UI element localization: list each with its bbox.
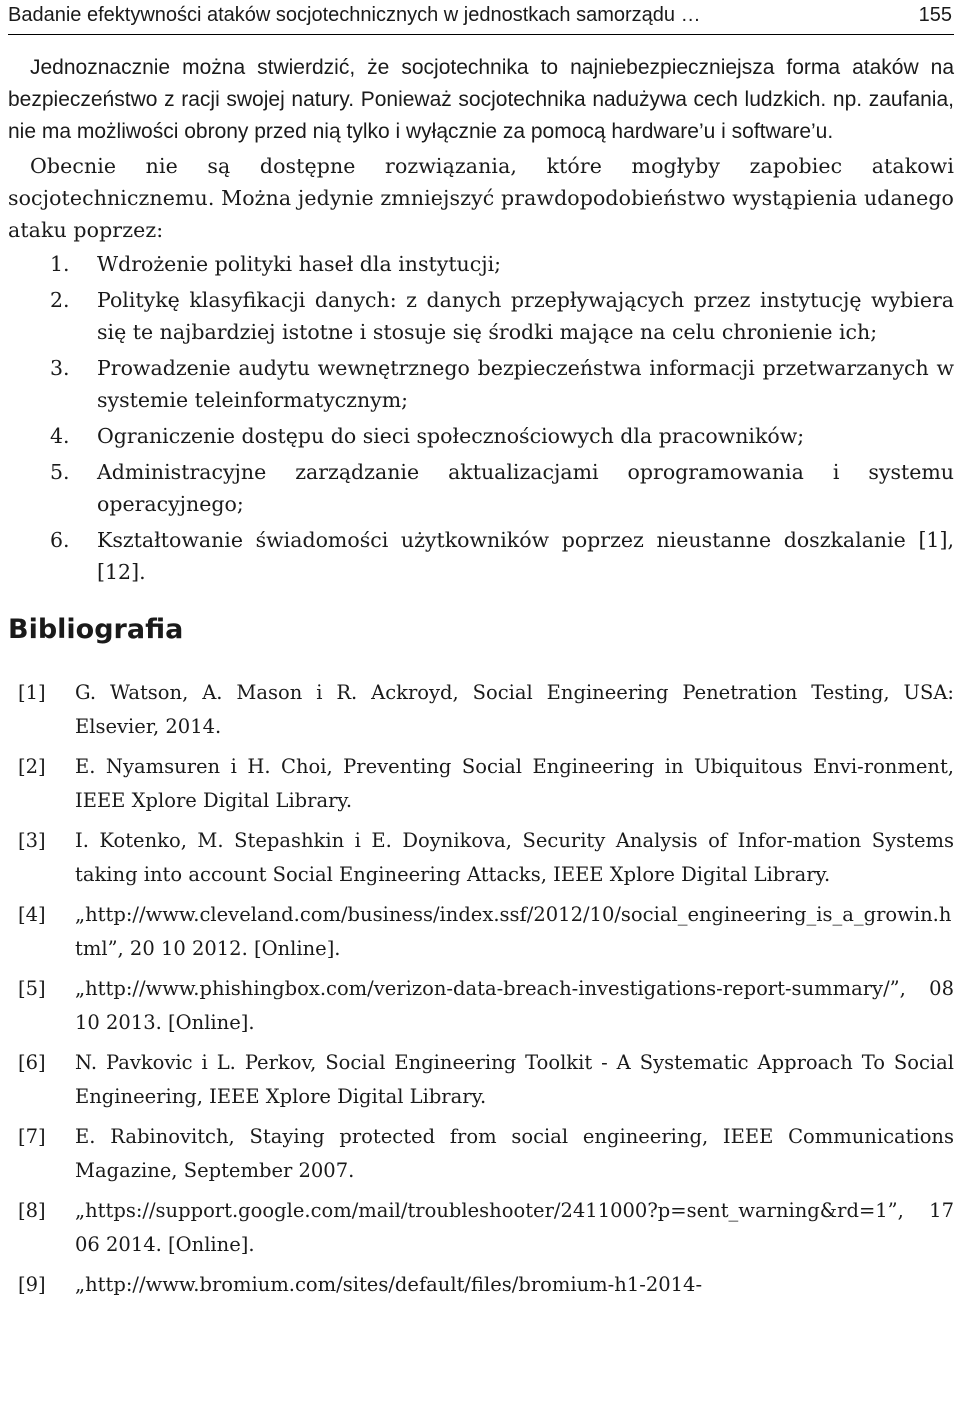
- bibliography-entry-number: [7]: [18, 1125, 46, 1148]
- bibliography-entry: [8, 1268, 954, 1302]
- bibliography-list: [8, 676, 954, 1302]
- bibliography-entry-number: [9]: [18, 1273, 46, 1296]
- paragraph-conclusion: Jednoznacznie można stwierdzić, że socjotechnika to najniebezpieczniejsza forma ataków na bezpieczeństwo z racji swojej natury. Ponieważ socjotechnika nadużywa cech ludzkich. np. zaufania, nie ma możliwości obrony przed nią tylko i wyłącznie za pomocą hardware’u i software’u.: [8, 56, 954, 143]
- bibliography-entry-text: G. Watson, A. Mason i R. Ackroyd, Social Engineering Penetration Testing, USA: Elsevier, 2014.: [75, 681, 954, 738]
- bibliography-entry: [8, 1046, 954, 1113]
- bibliography-entry-number: [1]: [18, 681, 46, 704]
- list-item: [8, 420, 954, 452]
- list-item-text: Wdrożenie polityki haseł dla instytucji;: [97, 252, 502, 276]
- bibliography-entry: [8, 898, 954, 965]
- bibliography-entry-number: [6]: [18, 1051, 46, 1074]
- list-item-text: Politykę klasyfikacji danych: z danych przepływających przez instytucję wybiera się te najbardziej istotne i stosuje się środki mające na celu chronienie ich;: [97, 288, 954, 344]
- list-item-number: 5.: [50, 460, 70, 484]
- list-item-number: 6.: [50, 528, 70, 552]
- bibliography-entry: [8, 676, 954, 743]
- bibliography-entry-number: [8]: [18, 1199, 46, 1222]
- page-number: 155: [918, 4, 952, 26]
- bibliography-entry-text: N. Pavkovic i L. Perkov, Social Engineering Toolkit - A Systematic Approach To Social Engineering, IEEE Xplore Digital Library.: [75, 1051, 954, 1108]
- running-title: Badanie efektywności ataków socjotechnicznych w jednostkach samorządu …: [8, 4, 701, 26]
- list-item: [8, 456, 954, 520]
- bibliography-entry-text: „https://support.google.com/mail/troubleshooter/2411000?p=sent_warning&rd=1”, 17 06 2014. [Online].: [75, 1199, 954, 1256]
- bibliography-entry-text: E. Rabinovitch, Staying protected from social engineering, IEEE Communications Magazine, September 2007.: [75, 1125, 954, 1182]
- bibliography-entry-text: „http://www.phishingbox.com/verizon-data-breach-investigations-report-summary/”, 08 10 2013. [Online].: [75, 977, 954, 1034]
- page-content: [8, 52, 954, 1309]
- bibliography-entry-text: E. Nyamsuren i H. Choi, Preventing Social Engineering in Ubiquitous Envi-ronment, IEEE Xplore Digital Library.: [75, 755, 954, 812]
- list-item: [8, 248, 954, 280]
- list-item-text: Administracyjne zarządzanie aktualizacjami oprogramowania i systemu operacyjnego;: [97, 460, 954, 516]
- bibliography-entry: [8, 1120, 954, 1187]
- bibliography-heading: Bibliografia: [8, 614, 184, 645]
- list-item-text: Ograniczenie dostępu do sieci społecznościowych dla pracowników;: [97, 424, 805, 448]
- bibliography-entry-text: „http://www.bromium.com/sites/default/files/bromium-h1-2014-: [75, 1273, 703, 1296]
- bibliography-entry-number: [5]: [18, 977, 46, 1000]
- list-item-number: 2.: [50, 288, 70, 312]
- list-item-number: 3.: [50, 356, 70, 380]
- mitigation-list: [8, 248, 954, 588]
- bibliography-entry-number: [4]: [18, 903, 46, 926]
- bibliography-entry: [8, 972, 954, 1039]
- list-item: [8, 524, 954, 588]
- bibliography-entry-number: [2]: [18, 755, 46, 778]
- paragraph-mitigation-intro: Obecnie nie są dostępne rozwiązania, które mogłyby zapobiec atakowi socjotechnicznemu. Można jedynie zmniejszyć prawdopodobieństwo wystąpienia udanego ataku poprzez:: [8, 154, 954, 242]
- bibliography-entry: [8, 750, 954, 817]
- list-item-text: Prowadzenie audytu wewnętrznego bezpieczeństwa informacji przetwarzanych w systemie teleinformatycznym;: [97, 356, 954, 412]
- list-item-text: Kształtowanie świadomości użytkowników poprzez nieustanne doszkalanie [1], [12].: [97, 528, 954, 584]
- list-item-number: 1.: [50, 252, 70, 276]
- bibliography-entry: [8, 824, 954, 891]
- bibliography-entry-text: „http://www.cleveland.com/business/index.ssf/2012/10/social_engineering_is_a_growin.html”, 20 10 2012. [Online].: [75, 903, 952, 960]
- list-item: [8, 352, 954, 416]
- list-item-number: 4.: [50, 424, 70, 448]
- bibliography-entry-text: I. Kotenko, M. Stepashkin i E. Doynikova, Security Analysis of Infor-mation Systems taking into account Social Engineering Attacks, IEEE Xplore Digital Library.: [75, 829, 954, 886]
- bibliography-entry-number: [3]: [18, 829, 46, 852]
- running-header: [8, 0, 954, 35]
- list-item: [8, 284, 954, 348]
- bibliography-entry: [8, 1194, 954, 1261]
